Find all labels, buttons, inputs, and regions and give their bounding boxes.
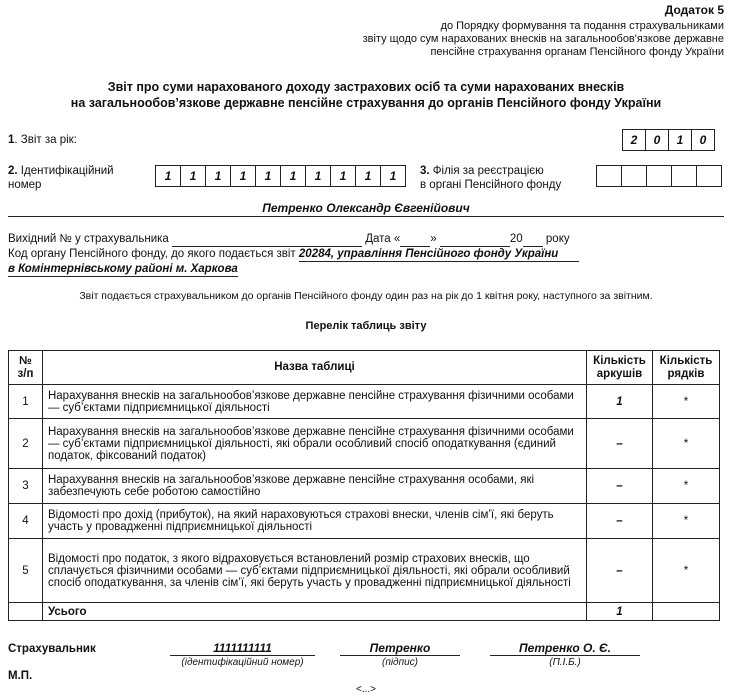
total-num bbox=[9, 603, 43, 621]
signature-caption: (підпис) bbox=[340, 655, 460, 668]
row-rows[interactable]: * bbox=[652, 504, 719, 539]
appendix-line: пенсійне страхування органам Пенсійного фонду України bbox=[430, 46, 724, 58]
total-sheets[interactable]: 1 bbox=[587, 603, 653, 621]
id-number-cells[interactable] bbox=[155, 165, 406, 187]
branch-label: 3. Філія за реєстрацією в органі Пенсійного фонду bbox=[420, 165, 562, 191]
row-sheets[interactable]: – bbox=[587, 469, 653, 504]
stamp-label: М.П. bbox=[8, 670, 33, 682]
row-num: 1 bbox=[9, 385, 43, 419]
id-number-label: 2. Ідентифікаційний номер bbox=[8, 165, 114, 191]
report-title-line: на загальнообов’язкове державне пенсійне страхування до органів Пенсійного фонду України bbox=[70, 96, 662, 110]
full-name-value[interactable]: Петренко О. Є. bbox=[519, 641, 611, 655]
id-digit[interactable]: 1 bbox=[255, 165, 281, 187]
signature-value[interactable]: Петренко bbox=[369, 641, 431, 655]
row-name: Відомості про дохід (прибуток), на який нараховуються страхові внески, членів сім’ї, які беруть участь у провадженні підприємницької діяльності bbox=[42, 504, 586, 539]
outgoing-label: Вихідний № у страхувальника bbox=[8, 233, 169, 245]
report-year-cells[interactable] bbox=[622, 129, 715, 151]
table-row bbox=[9, 539, 720, 603]
outgoing-number-field[interactable] bbox=[172, 232, 362, 247]
row-sheets[interactable]: – bbox=[587, 504, 653, 539]
date-century: 20 bbox=[509, 233, 523, 245]
header-sheets: Кількість аркушів bbox=[587, 351, 653, 385]
date-day-field[interactable] bbox=[400, 232, 430, 247]
id-digit[interactable]: 1 bbox=[355, 165, 381, 187]
full-name-block bbox=[490, 641, 640, 668]
table-row bbox=[9, 469, 720, 504]
branch-digit[interactable] bbox=[596, 165, 622, 187]
insurer-id-block bbox=[170, 641, 315, 668]
row-num: 2 bbox=[9, 419, 43, 469]
id-digit[interactable]: 1 bbox=[230, 165, 256, 187]
table-row bbox=[9, 385, 720, 419]
tables-list-title: Перелік таблиць звіту bbox=[305, 320, 427, 332]
appendix-line: звіту щодо сум нарахованих внесків на загальнообов'язкове державне bbox=[362, 33, 724, 45]
submission-note: Звіт подається страхувальником до органів Пенсійного фонду один раз на рік до 1 квітня року, наступного за звітним. bbox=[79, 290, 653, 302]
total-label: Усього bbox=[42, 603, 586, 621]
branch-digit[interactable] bbox=[671, 165, 697, 187]
total-rows[interactable] bbox=[652, 603, 719, 621]
row-rows[interactable]: * bbox=[652, 539, 719, 603]
header-num: № з/п bbox=[9, 351, 43, 385]
date-month-field[interactable] bbox=[440, 232, 510, 247]
pf-code-row bbox=[8, 247, 724, 262]
id-digit[interactable]: 1 bbox=[155, 165, 181, 187]
branch-digit[interactable] bbox=[696, 165, 722, 187]
signature-block bbox=[340, 641, 460, 668]
date-mid: » bbox=[430, 233, 437, 245]
report-title bbox=[0, 79, 732, 111]
full-name-caption: (П.І.Б.) bbox=[490, 655, 640, 668]
year-digit[interactable]: 0 bbox=[645, 129, 669, 151]
year-digit[interactable]: 2 bbox=[622, 129, 646, 151]
id-digit[interactable]: 1 bbox=[380, 165, 406, 187]
id-digit[interactable]: 1 bbox=[280, 165, 306, 187]
id-digit[interactable]: 1 bbox=[305, 165, 331, 187]
table-row bbox=[9, 504, 720, 539]
id-digit[interactable]: 1 bbox=[205, 165, 231, 187]
branch-cells[interactable] bbox=[596, 165, 722, 187]
appendix-text bbox=[304, 20, 724, 59]
report-year-label: 1. Звіт за рік: bbox=[8, 134, 77, 146]
branch-digit[interactable] bbox=[646, 165, 672, 187]
row-rows[interactable]: * bbox=[652, 385, 719, 419]
row-rows[interactable]: * bbox=[652, 419, 719, 469]
report-title-line: Звіт про суми нарахованого доходу застрахових осіб та суми нарахованих внесків bbox=[107, 80, 625, 94]
pf-code-value-line2[interactable]: в Комінтернівському районі м. Харкова bbox=[8, 263, 238, 275]
insurer-id-value[interactable]: 1111111111 bbox=[213, 641, 272, 655]
table-row bbox=[9, 419, 720, 469]
year-label: року bbox=[545, 233, 570, 245]
id-digit[interactable]: 1 bbox=[330, 165, 356, 187]
row-num: 3 bbox=[9, 469, 43, 504]
pf-code-label: Код органу Пенсійного фонду, до якого подається звіт bbox=[8, 248, 296, 260]
row-name: Нарахування внесків на загальнообов’язкове державне пенсійне страхування фізичними особами — суб’єктами підприємницької діяльності bbox=[42, 385, 586, 419]
row-name: Нарахування внесків на загальнообов’язкове державне пенсійне страхування особами, які забезпечують себе роботою самостійно bbox=[42, 469, 586, 504]
row-sheets[interactable]: – bbox=[587, 539, 653, 603]
tables-list bbox=[8, 350, 720, 621]
row-sheets[interactable]: – bbox=[587, 419, 653, 469]
appendix-line: до Порядку формування та подання страхувальниками bbox=[440, 20, 724, 32]
appendix-title: Додаток 5 bbox=[664, 3, 724, 17]
date-label: Дата « bbox=[365, 233, 401, 245]
header-name: Назва таблиці bbox=[42, 351, 586, 385]
insurer-id-caption: (ідентифікаційний номер) bbox=[170, 655, 315, 668]
insured-name[interactable]: Петренко Олександр Євгенійович bbox=[8, 201, 724, 217]
row-rows[interactable]: * bbox=[652, 469, 719, 504]
omission-mark: <...> bbox=[355, 684, 376, 695]
row-num: 5 bbox=[9, 539, 43, 603]
row-name: Відомості про податок, з якого відраховується встановлений розмір страхових внесків, що сплачується фізичними особами — суб’єктами підприємницької діяльності, які обрали особливий спосіб оподаткування, за членів сім’ї, які беруть участь у провадженні підприємницької діяльності bbox=[42, 539, 586, 603]
header-rows: Кількість рядків bbox=[652, 351, 719, 385]
table-header-row bbox=[9, 351, 720, 385]
row-num: 4 bbox=[9, 504, 43, 539]
table-total-row bbox=[9, 603, 720, 621]
year-digit[interactable]: 0 bbox=[691, 129, 715, 151]
date-year-field[interactable] bbox=[523, 232, 543, 247]
outgoing-row bbox=[8, 232, 724, 247]
row-sheets[interactable]: 1 bbox=[587, 385, 653, 419]
pf-code-value-line1[interactable]: 20284, управління Пенсійного фонду України bbox=[299, 247, 579, 262]
year-digit[interactable]: 1 bbox=[668, 129, 692, 151]
row-name: Нарахування внесків на загальнообов’язкове державне пенсійне страхування фізичними особами — суб’єктами підприємницької діяльності, які обрали особливий спосіб оподаткування (єдиний податок, фіксований податок) bbox=[42, 419, 586, 469]
branch-digit[interactable] bbox=[621, 165, 647, 187]
insurer-label: Страхувальник bbox=[8, 643, 96, 655]
id-digit[interactable]: 1 bbox=[180, 165, 206, 187]
